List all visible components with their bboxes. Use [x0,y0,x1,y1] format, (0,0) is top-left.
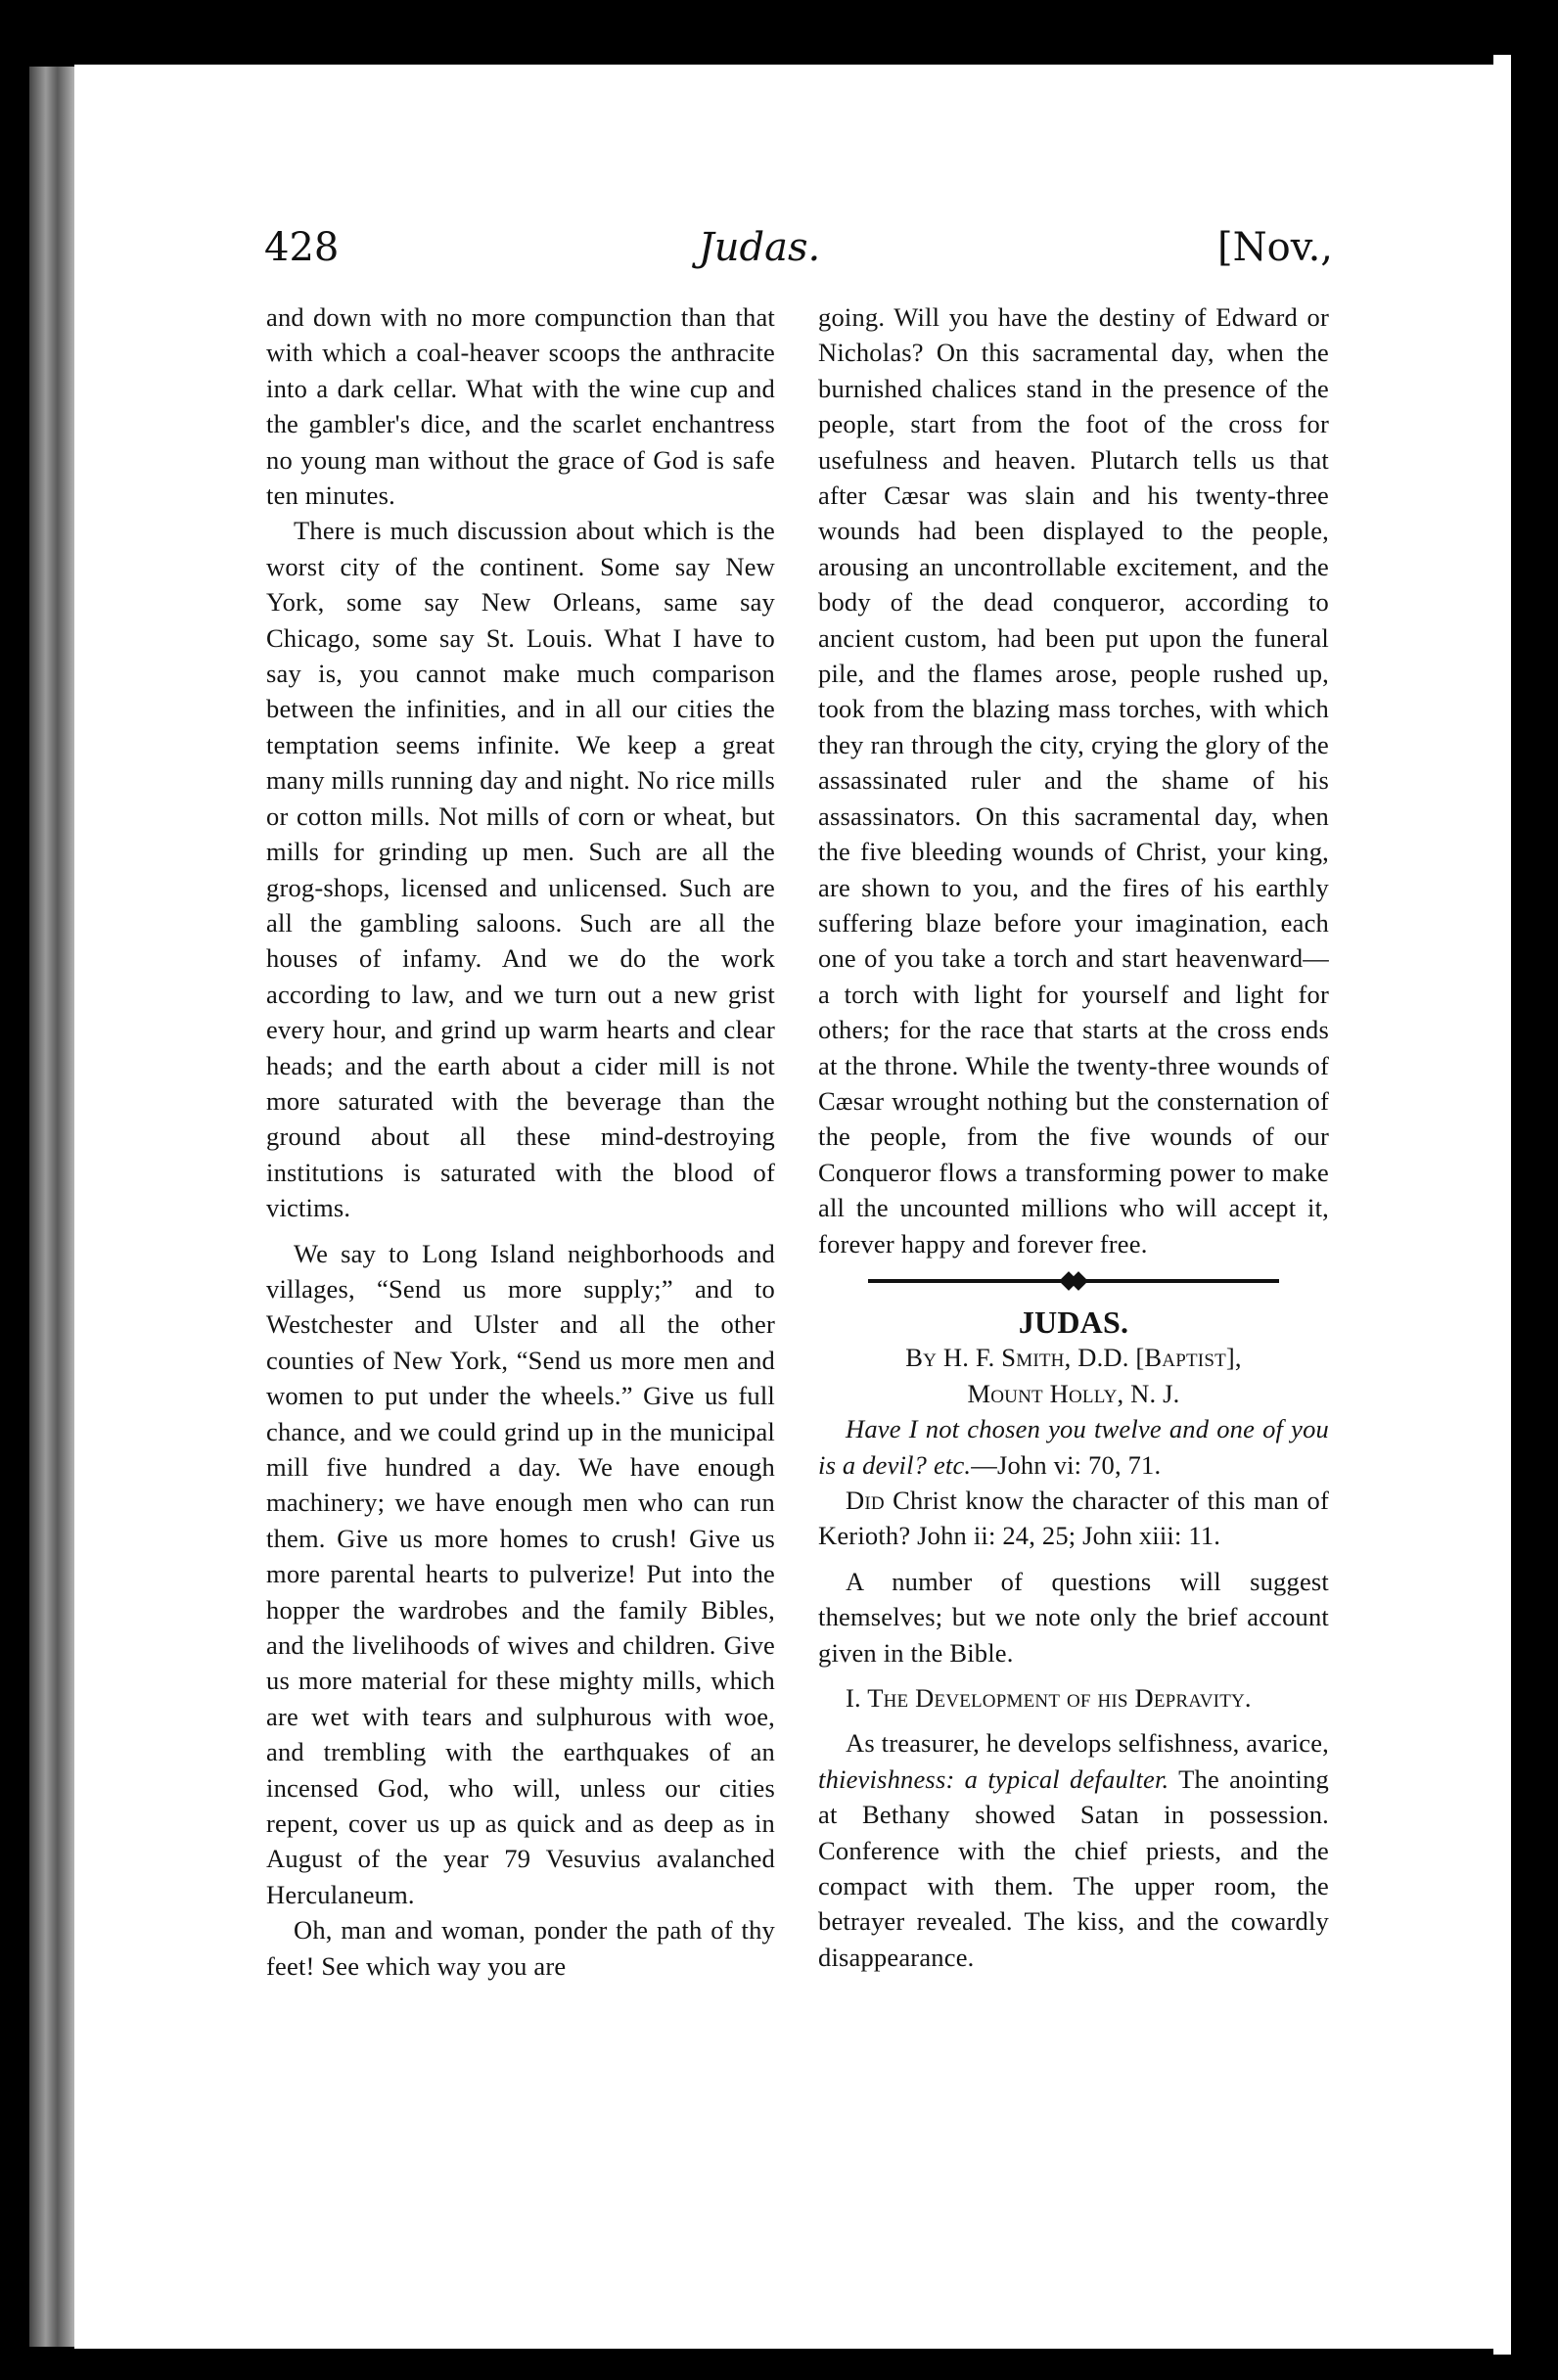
paragraph [818,1483,1329,1554]
divider-rule [868,1279,1064,1283]
sermon-location: Mount Holly, N. J. [967,1378,1180,1408]
paragraph: There is much discussion about which is the worst city of the continent. Some say New York, some say New Orleans, same say Chicago, some say St. Louis. What I have to say is, you cannot make much comparison between the infinities, and in all our cities the temptation seems infinite. We keep a great many mills running day and night. No rice mills or cotton mills. Not mills of corn or wheat, but mills for grinding up men. Such are all the grog-shops, licensed and unlicensed. Such are all the gambling saloons. Such are all the houses of infamy. And we do the work according to law, and we turn out a new grist every hour, and grind up warm hearts and clear heads; and the earth about a cider mill is not more saturated with the beverage than the ground about all these mind-destroying institutions is saturated with the blood of victims. [266,516,775,1223]
paragraph: A number of questions will suggest themselves; but we note only the brief account given in the Bible. [818,1566,1329,1668]
paragraph-body: The anointing at Bethany showed Satan in possession. Conference with the chief priests, and the compact with them. The upper room, the betrayer revealed. The kiss, and the cowardly disappearance. [818,1763,1329,1972]
page-header [186,225,1333,294]
book-spine-shadow [29,67,76,2347]
sermon-byline: By H. F. Smith, D.D. [Baptist], [905,1343,1242,1373]
page-number: 428 [264,225,340,270]
paragraph [818,1725,1329,1975]
paragraph: We say to Long Island neighborhoods and villages, “Send us more supply;” and to Westchester and Ulster and all the other counties of New York, “Send us more men and women to put under the wheels.” Give us full chance, and we could grind up in the municipal mill five hundred a day. We have enough machinery; we have enough men who can run them. Give us more homes to crush! Give us more parental hearts to pulverize! Put into the hopper the wardrobes and the family Bibles, and the livelihoods of wives and children. Give us more material for these mighty mills, which are wet with tears and sulphurous with woe, and trembling with the earthquakes of an incensed God, who will, unless our cities repent, cover us up as quick and as deep as in August of the year 79 Vesuvius avalanched Herculaneum. [266,1238,775,1909]
scripture-quote: Have I not chosen you twelve and one of you is a devil? etc. [818,1414,1329,1480]
divider-rule [1083,1279,1279,1283]
paragraph-lead: Did [846,1486,885,1515]
running-title: Judas. [698,225,821,270]
paragraph-body: As treasurer, he develops selfishness, avarice, [846,1728,1329,1759]
left-column [266,299,775,1984]
section-heading: I. The Development of his Depravity. [846,1683,1252,1714]
section-divider [818,1261,1329,1301]
scripture-reference: —John vi: 70, 71. [971,1449,1162,1480]
scripture-text [818,1411,1329,1483]
next-page-edge [1493,55,1511,2355]
right-column [818,299,1329,1975]
paragraph: and down with no more compunction than that with which a coal-heaver scoops the anthracite into a dark cellar. What with the wine cup and the gambler's dice, and the scarlet enchantress no young man without the grace of God is safe ten minutes. [266,302,775,511]
sermon-title: JUDAS. [1018,1304,1129,1340]
paragraph-body: Christ know the character of this man of Kerioth? John ii: 24, 25; John xiii: 11. [818,1486,1329,1551]
paragraph-italic: thievishness: a typical defaulter. [818,1763,1169,1794]
paragraph: Oh, man and woman, ponder the path of thy feet! See which way you are [266,1915,775,1981]
paragraph: going. Will you have the destiny of Edward or Nicholas? On this sacramental day, when the burnished chalices stand in the presence of the people, start from the foot of the cross for usefulness and heaven. Plutarch tells us that after Cæsar was slain and his twenty-three wounds had been displayed to the people, arousing an uncontrollable excitement, and the body of the dead conqueror, according to ancient custom, had been put upon the funeral pile, and the flames arose, people rushed up, took from the blazing mass torches, with which they ran through the city, crying the glory of the assassinated ruler and the shame of his assassinators. On this sacramental day, when the five bleeding wounds of Christ, your king, are shown to you, and the fires of his earthly suffering blaze before your imagination, each one of you take a torch and start heavenward—a torch with light for yourself and light for others; for the race that starts at the cross ends at the throne. While the twenty-three wounds of Cæsar wrought nothing but the consternation of the people, from the five wounds of our Conqueror flows a transforming power to make all the uncounted millions who will accept it, forever happy and forever free. [818,302,1329,1259]
issue-month: [Nov., [1217,225,1333,270]
